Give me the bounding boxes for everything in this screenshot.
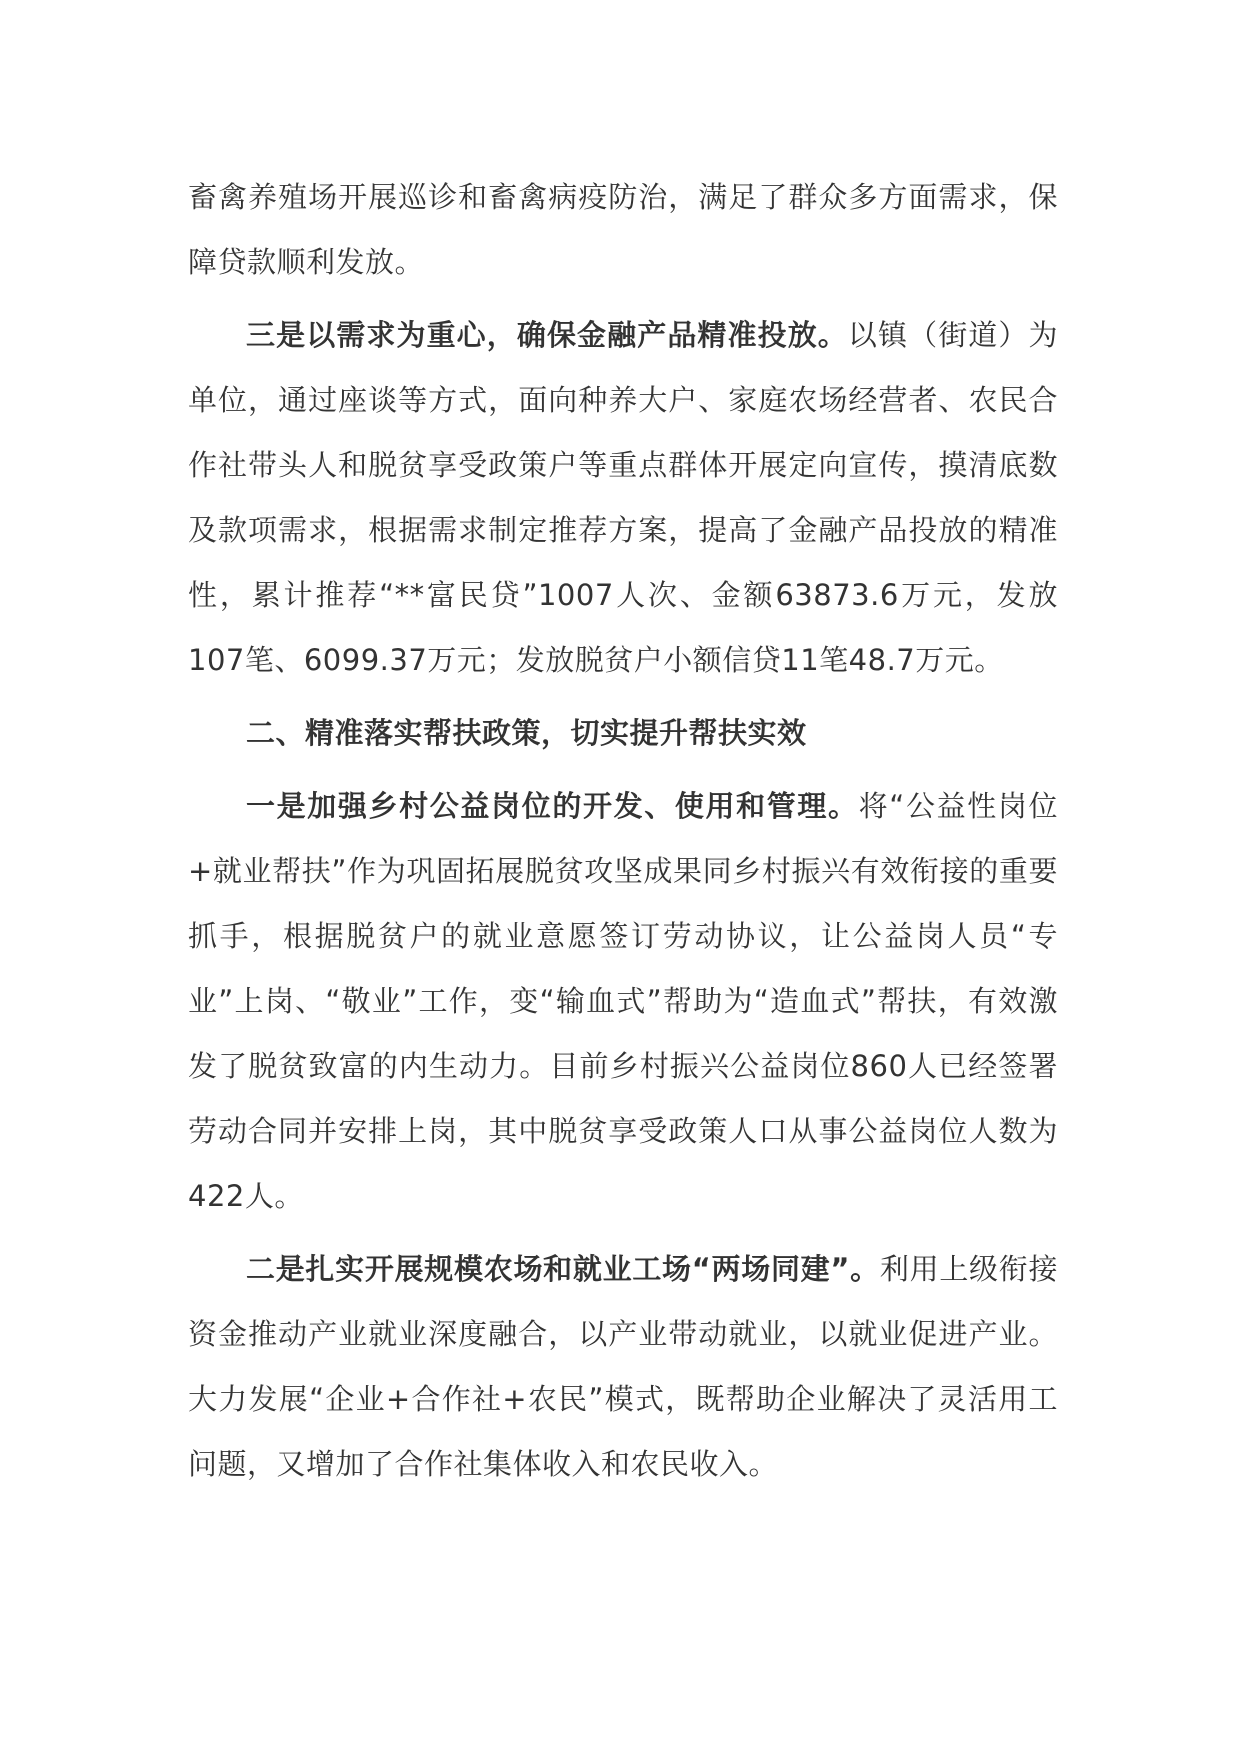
- paragraph-text: 畜禽养殖场开展巡诊和畜禽病疫防治，满足了群众多方面需求，保障贷款顺利发放。: [188, 180, 1058, 279]
- paragraph-lead: 三是以需求为重心，确保金融产品精准投放。: [246, 318, 848, 352]
- paragraph-continuation: [188, 165, 1058, 295]
- paragraph-lead: 二是扎实开展规模农场和就业工场“两场同建”。: [246, 1252, 880, 1286]
- paragraph-financial-products: [188, 303, 1058, 693]
- paragraph-two-farms: [188, 1237, 1058, 1497]
- section-heading: 二、精准落实帮扶政策，切实提升帮扶实效: [246, 716, 807, 750]
- paragraph-text: 利用上级衔接资金推动产业就业深度融合，以产业带动就业，以就业促进产业。大力发展“企业+合作社+农民”模式，既帮助企业解决了灵活用工问题，又增加了合作社集体收入和农民收入。: [188, 1252, 1058, 1481]
- document-body: [188, 165, 1058, 1505]
- paragraph-public-welfare-jobs: [188, 774, 1058, 1229]
- paragraph-text: 以镇（街道）为单位，通过座谈等方式，面向种养大户、家庭农场经营者、农民合作社带头人和脱贫享受政策户等重点群体开展定向宣传，摸清底数及款项需求，根据需求制定推荐方案，提高了金融产品投放的精准性，累计推荐“**富民贷”1007人次、金额63873.6万元，发放107笔、6099.37万元；发放脱贫户小额信贷11笔48.7万元。: [188, 318, 1058, 677]
- paragraph-text: 将“公益性岗位+就业帮扶”作为巩固拓展脱贫攻坚成果同乡村振兴有效衔接的重要抓手，根据脱贫户的就业意愿签订劳动协议，让公益岗人员“专业”上岗、“敬业”工作，变“输血式”帮助为“造血式”帮扶，有效激发了脱贫致富的内生动力。目前乡村振兴公益岗位860人已经签署劳动合同并安排上岗，其中脱贫享受政策人口从事公益岗位人数为422人。: [188, 789, 1058, 1213]
- paragraph-lead: 一是加强乡村公益岗位的开发、使用和管理。: [246, 789, 859, 823]
